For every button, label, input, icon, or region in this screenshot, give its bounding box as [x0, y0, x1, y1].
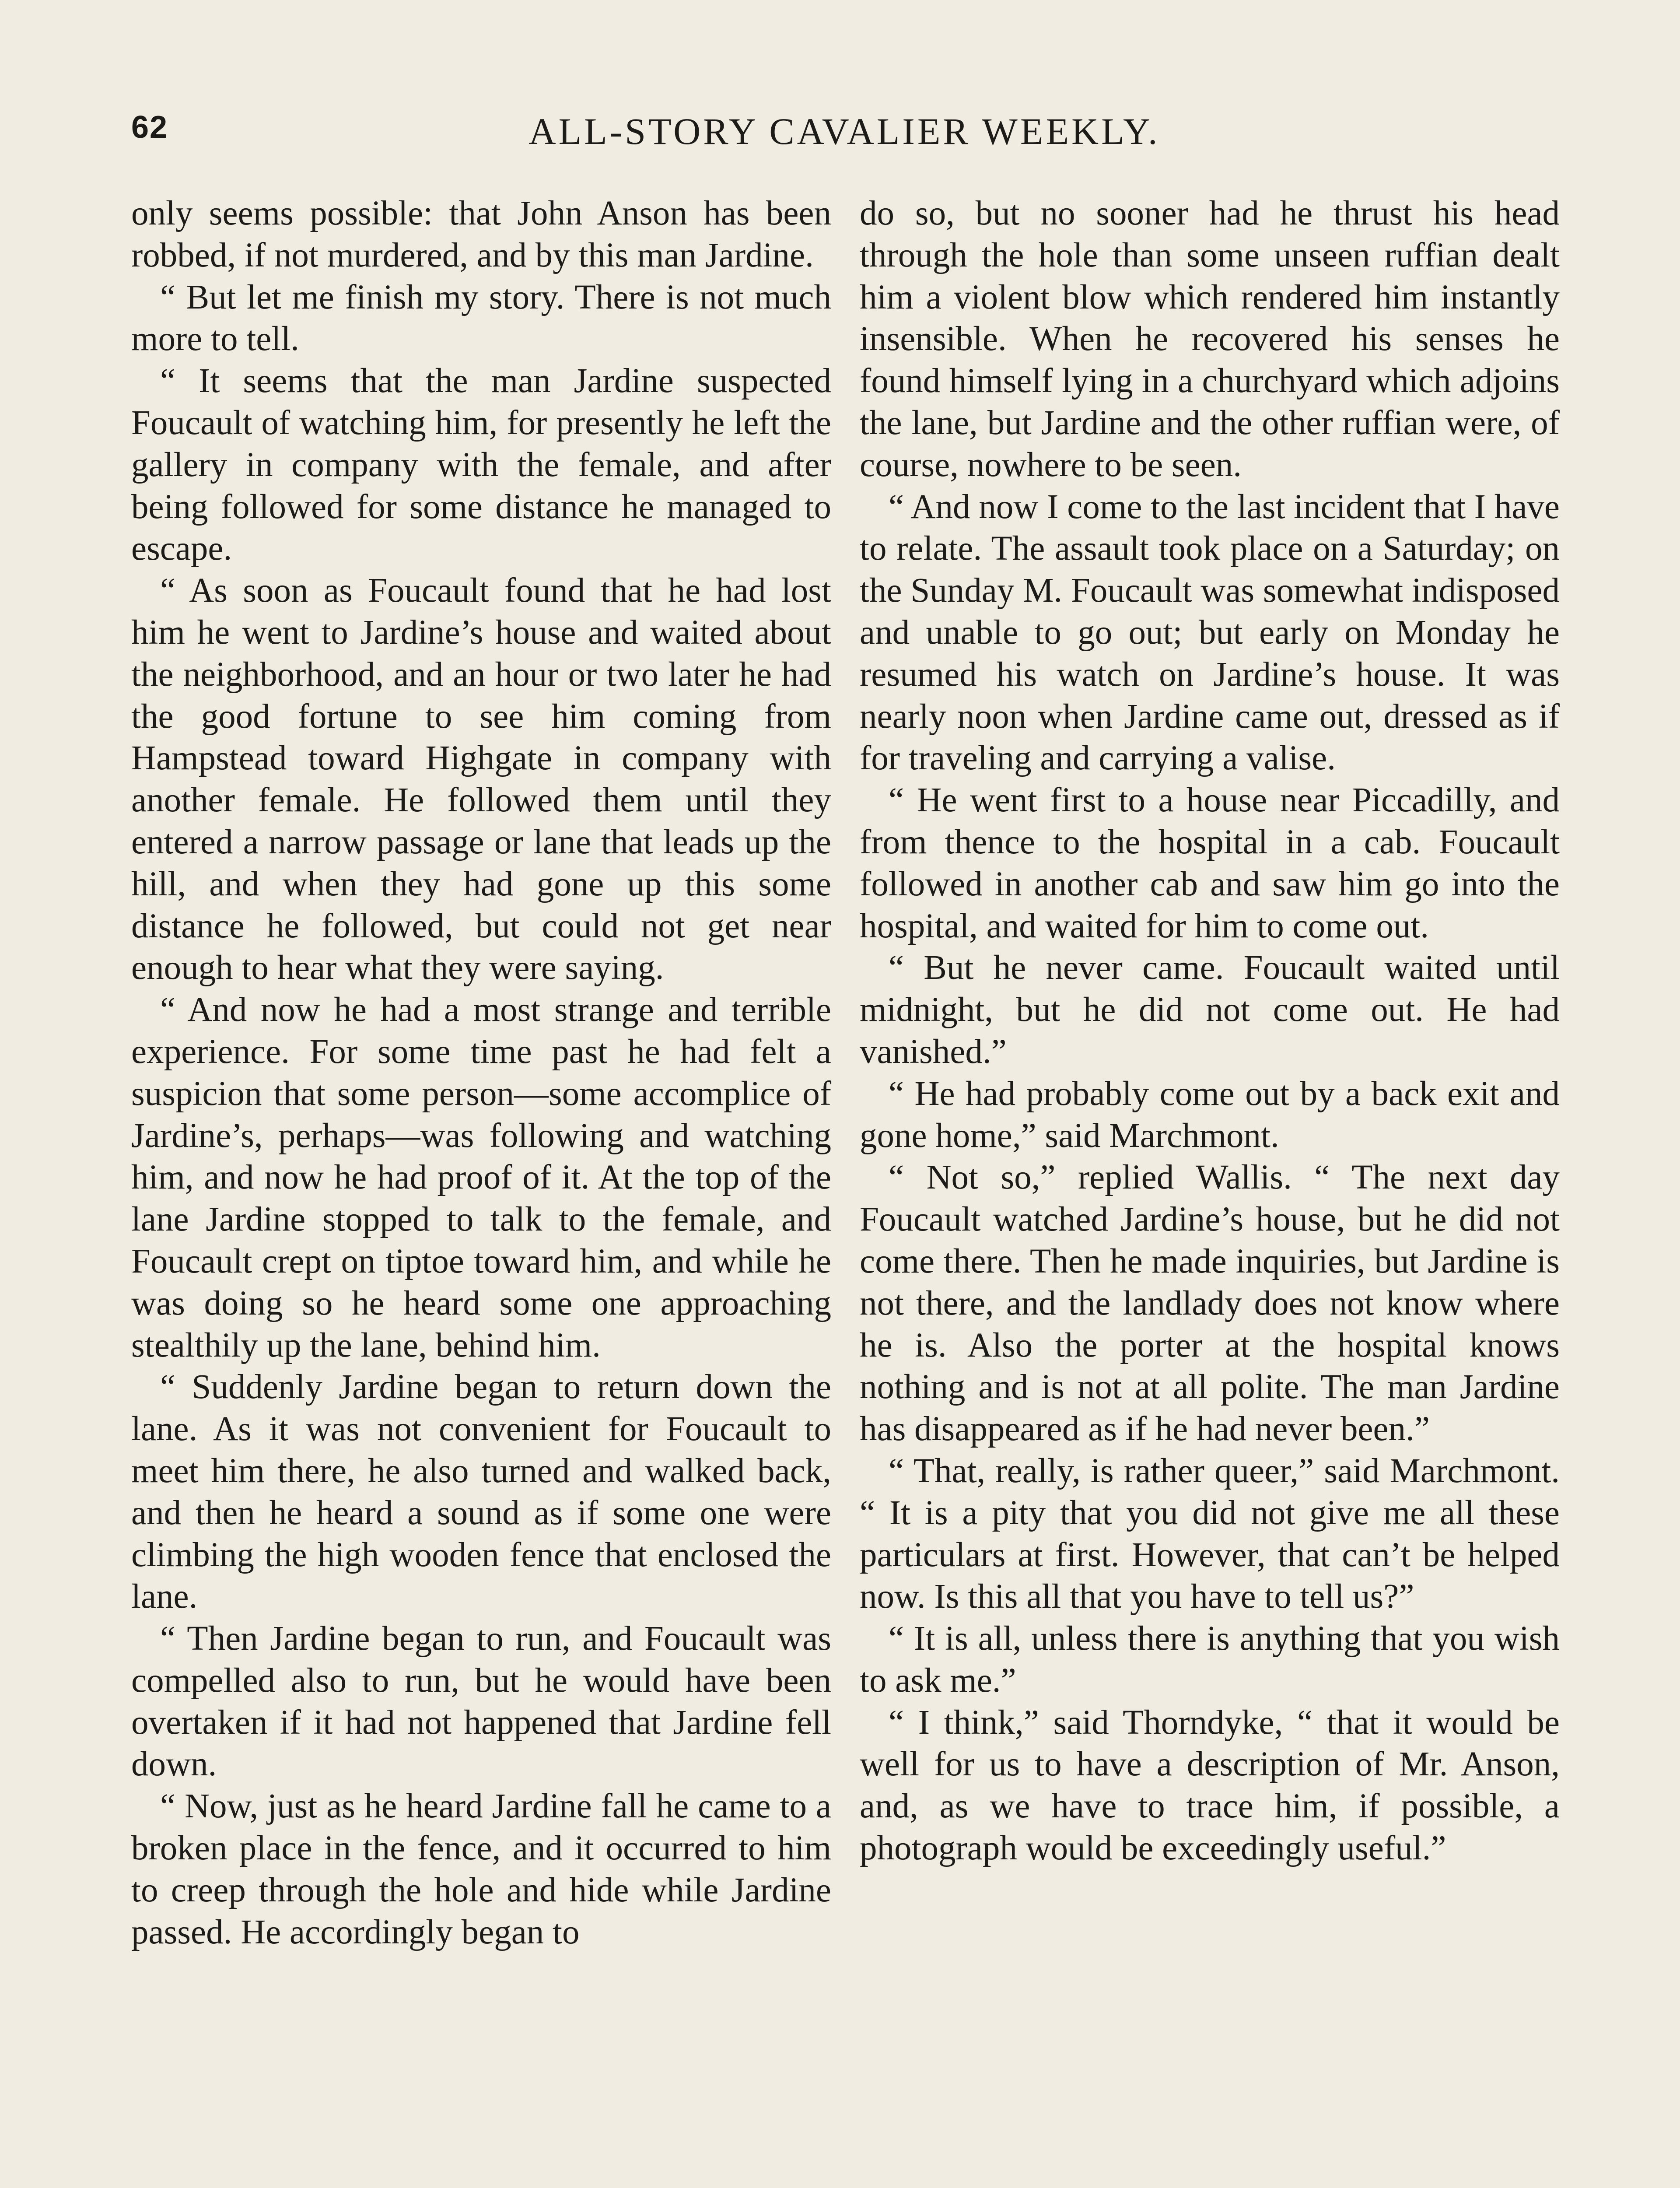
- paragraph: “ It seems that the man Jardine suspected Foucault of watching him, for presently he left the gallery in company with the female, and after being followed for some distance he managed to escape.: [131, 362, 831, 568]
- paragraph: “ I think,” said Thorndyke, “ that it would be well for us to have a description of Mr. Anson, and, as we have to trace him, if possible, a photograph would be exceedingly useful.”: [860, 1703, 1560, 1868]
- paragraph: “ And now he had a most strange and terrible experience. For some time past he had felt a suspicion that some person—some accomplice of Jardine’s, perhaps—was following and watching him, and now he had proof of it. At the top of the lane Jardine stopped to talk to the female, and Foucault crept on tiptoe toward him, and while he was doing so he heard some one approaching stealthily up the lane, behind him.: [131, 991, 831, 1364]
- paragraph: “ Then Jardine began to run, and Foucault was compelled also to run, but he would have been overtaken if it had not happened that Jardine fell down.: [131, 1620, 831, 1784]
- paragraph: “ Now, just as he heard Jardine fall he came to a broken place in the fence, and it occurred to him to creep through the hole and hide while Jardine passed. He accordingly began to: [131, 1787, 831, 1951]
- page-number: 62: [131, 110, 168, 145]
- paragraph: only seems possible: that John Anson has been robbed, if not murdered, and by this man Jardine.: [131, 194, 831, 274]
- paragraph: “ Not so,” replied Wallis. “ The next day Foucault watched Jardine’s house, but he did not come there. Then he made inquiries, but Jardine is not there, and the landlady does not know where he is. Also the porter at the hospital knows nothing and is not at all polite. The man Jardine has disappeared as if he had never been.”: [860, 1158, 1560, 1448]
- paragraph: “ As soon as Foucault found that he had lost him he went to Jardine’s house and waited about the neighborhood, and an hour or two later he had the good fortune to see him coming from Hampstead toward Highgate in company with another female. He followed them until they entered a narrow passage or lane that leads up the hill, and when they had gone up this some distance he followed, but could not get near enough to hear what they were saying.: [131, 572, 831, 987]
- paragraph: “ And now I come to the last incident that I have to relate. The assault took place on a Saturday; on the Sunday M. Foucault was somewhat indisposed and unable to go out; but early on Monday he resumed his watch on Jardine’s house. It was nearly noon when Jardine came out, dressed as if for traveling and carrying a valise.: [860, 487, 1560, 778]
- paragraph: “ He went first to a house near Piccadilly, and from thence to the hospital in a cab. Foucault followed in another cab and saw him go into the hospital, and waited for him to come out.: [860, 781, 1560, 945]
- paragraph: “ But he never came. Foucault waited until midnight, but he did not come out. He had vanished.”: [860, 949, 1560, 1071]
- paragraph: “ He had probably come out by a back exit and gone home,” said Marchmont.: [860, 1074, 1560, 1155]
- running-head: [131, 101, 1549, 162]
- paragraph: “ But let me finish my story. There is not much more to tell.: [131, 278, 831, 358]
- journal-title: ALL-STORY CAVALIER WEEKLY.: [528, 110, 1160, 152]
- right-text-column: [860, 193, 1560, 1869]
- paragraph: “ That, really, is rather queer,” said Marchmont. “ It is a pity that you did not give me all these particulars at first. However, that can’t be helped now. Is this all that you have to tell us?”: [860, 1452, 1560, 1616]
- paragraph: “ It is all, unless there is anything that you wish to ask me.”: [860, 1620, 1560, 1700]
- left-text-column: [131, 193, 831, 1953]
- paragraph: “ Suddenly Jardine began to return down the lane. As it was not convenient for Foucault to meet him there, he also turned and walked back, and then he heard a sound as if some one were climbing the high wooden fence that enclosed the lane.: [131, 1368, 831, 1616]
- paragraph: do so, but no sooner had he thrust his head through the hole than some unseen ruffian dealt him a violent blow which rendered him instantly insensible. When he recovered his senses he found himself lying in a churchyard which adjoins the lane, but Jardine and the other ruffian were, of course, nowhere to be seen.: [860, 194, 1560, 484]
